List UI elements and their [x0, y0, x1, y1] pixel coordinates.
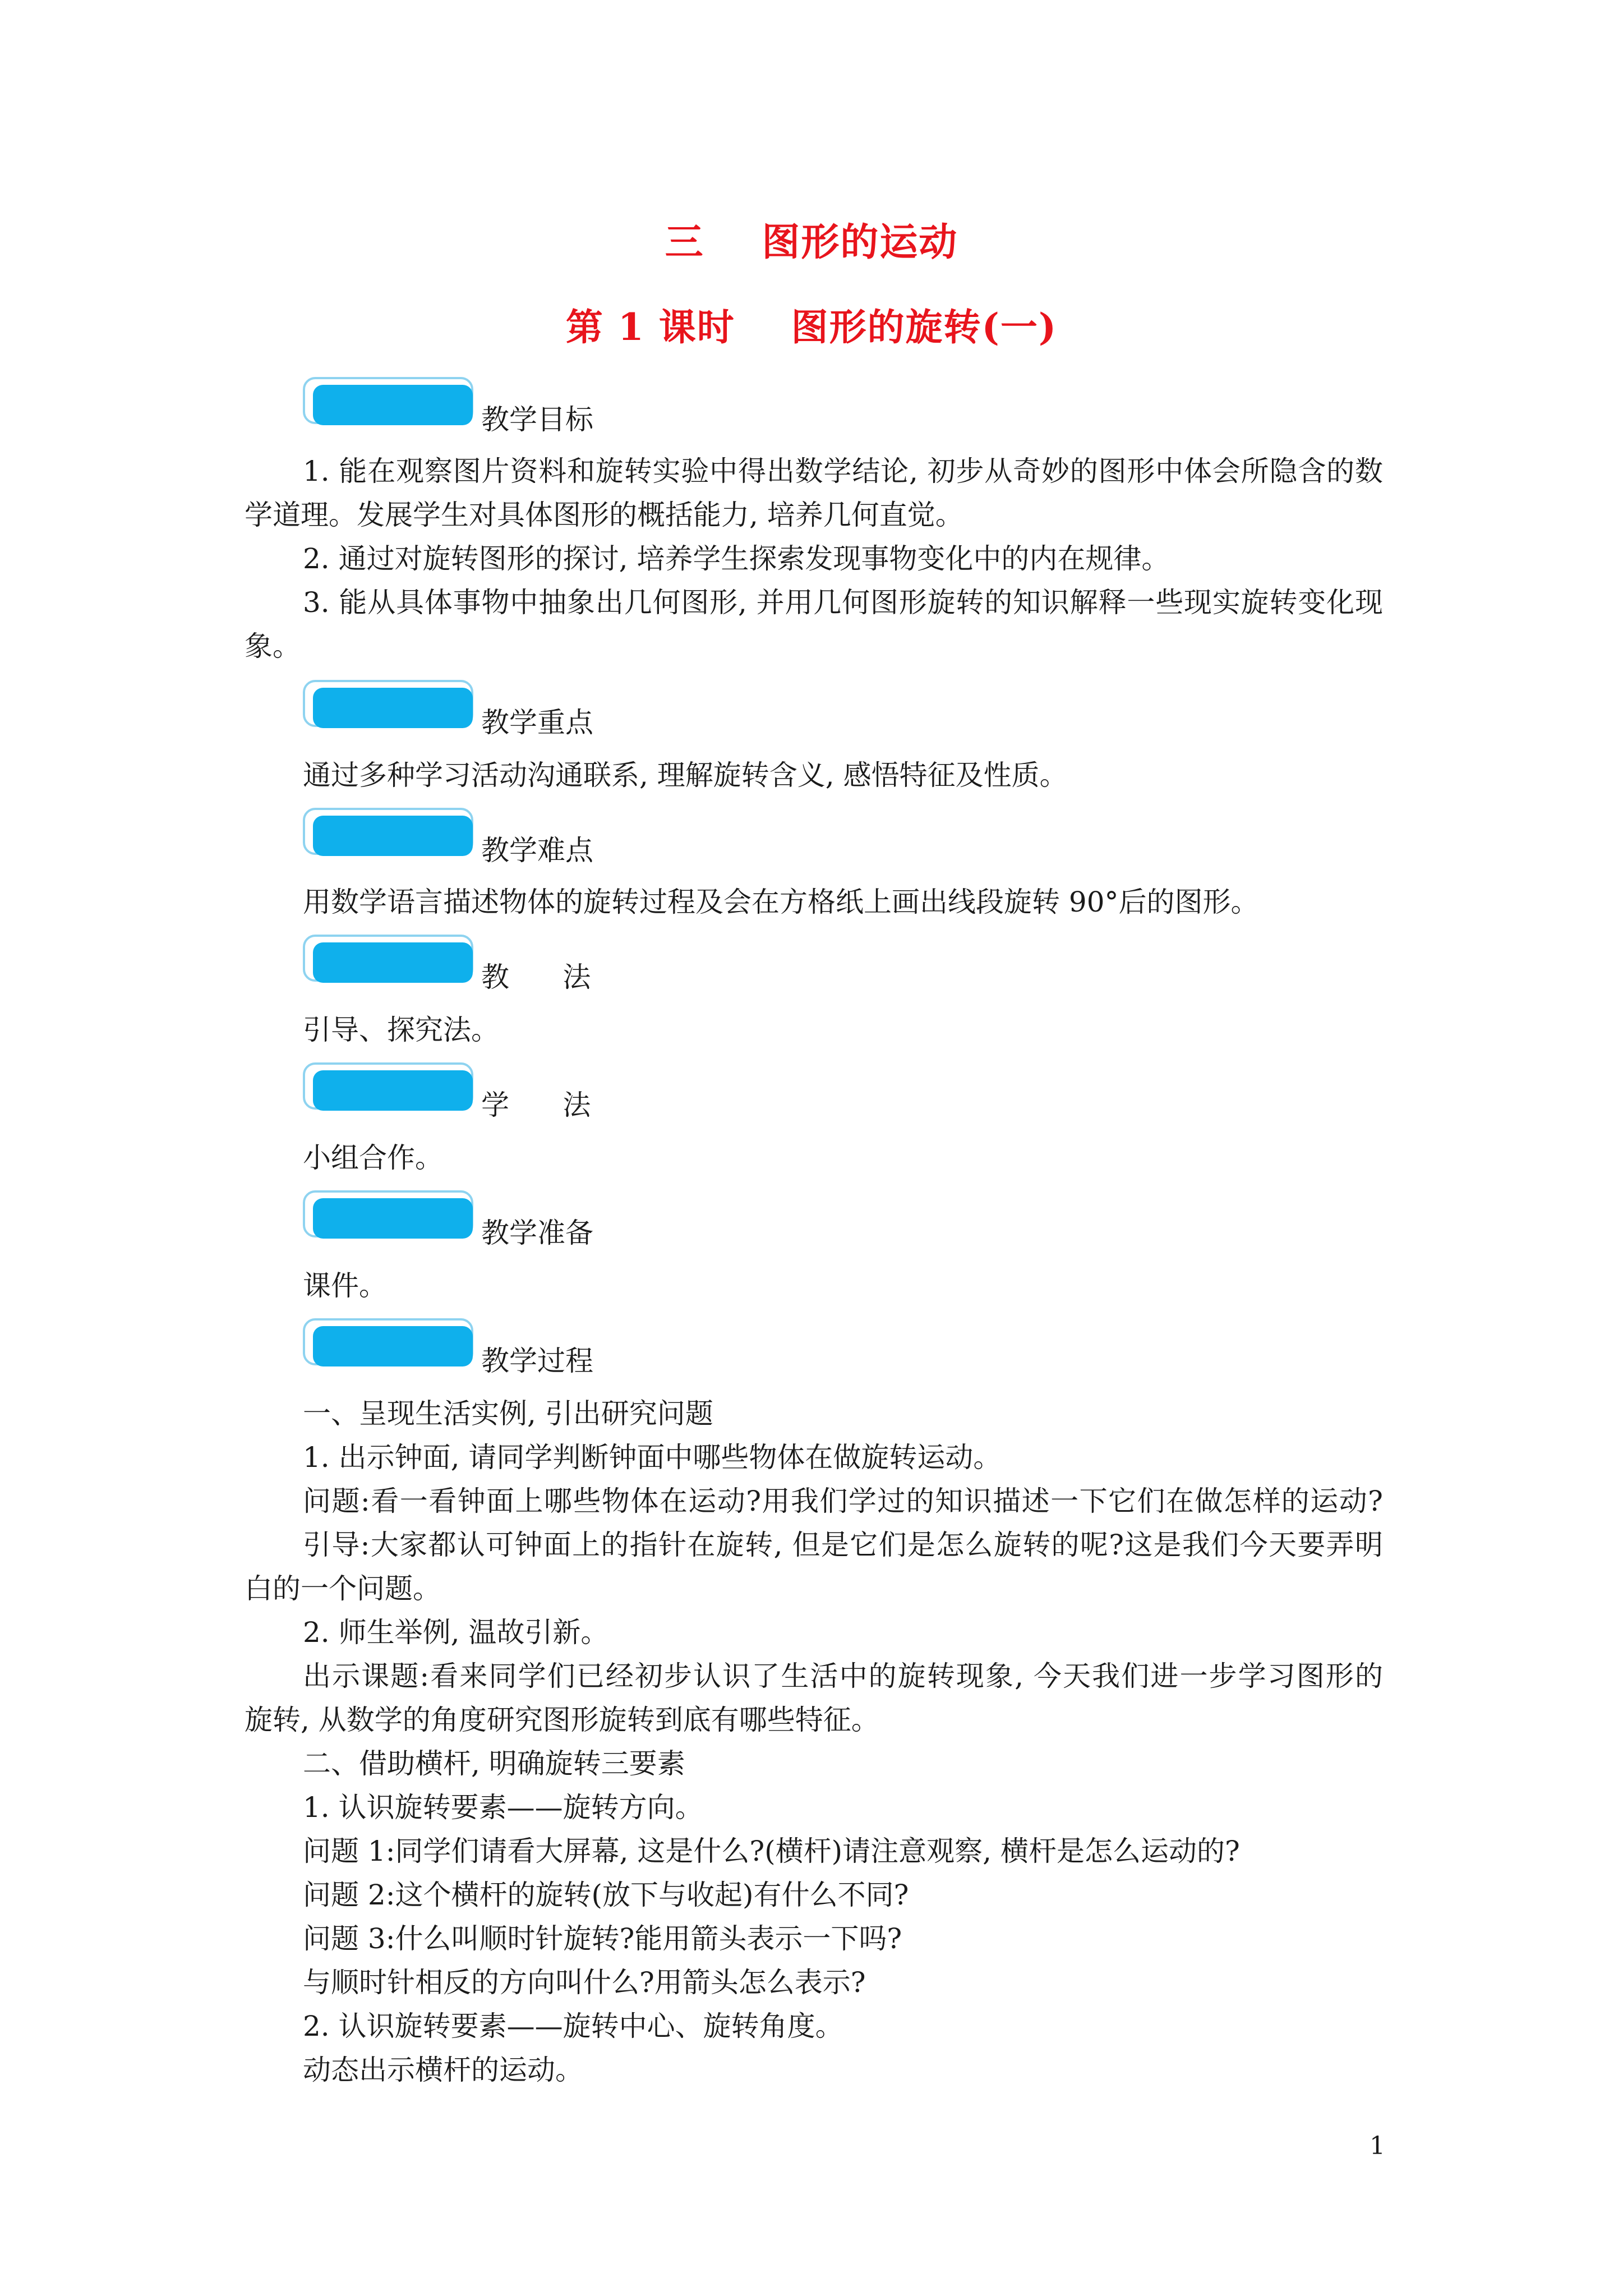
section-tag-icon [303, 808, 474, 862]
section-label-process: 教学过程 [481, 1345, 593, 1377]
page-number: 1 [1370, 2132, 1385, 2160]
section-label-objectives: 教学目标 [481, 403, 593, 436]
process-line: 2. 师生举例, 温故引新。 [303, 1616, 609, 1649]
key-points-text: 通过多种学习活动沟通联系, 理解旋转含义, 感悟特征及性质。 [303, 759, 1068, 792]
section-label-preparation: 教学准备 [481, 1217, 593, 1249]
section-label-key-points: 教学重点 [481, 706, 593, 739]
process-line: 1. 出示钟面, 请同学判断钟面中哪些物体在做旋转运动。 [303, 1441, 1002, 1474]
objective-1-line1: 1. 能在观察图片资料和旋转实验中得出数学结论, 初步从奇妙的图形中体会所隐含的数 [303, 455, 1383, 487]
process-line: 与顺时针相反的方向叫什么?用箭头怎么表示? [303, 1966, 866, 1999]
difficulties-text: 用数学语言描述物体的旋转过程及会在方格纸上画出线段旋转 90°后的图形。 [303, 886, 1259, 918]
section-tag-icon [303, 377, 474, 431]
process-heading-1: 一、呈现生活实例, 引出研究问题 [303, 1397, 713, 1430]
process-line: 白的一个问题。 [245, 1572, 441, 1605]
objective-3-line2: 象。 [245, 630, 301, 662]
section-tag-icon [303, 1062, 474, 1116]
process-line: 2. 认识旋转要素——旋转中心、旋转角度。 [303, 2010, 843, 2042]
section-tag-icon [303, 1190, 474, 1244]
objective-2: 2. 通过对旋转图形的探讨, 培养学生探索发现事物变化中的内在规律。 [303, 542, 1170, 575]
preparation-text: 课件。 [303, 1269, 387, 1302]
section-tag-icon [303, 680, 474, 734]
section-tag-icon [303, 1318, 474, 1372]
process-line: 问题 2:这个横杆的旋转(放下与收起)有什么不同? [303, 1879, 909, 1911]
process-line: 问题 1:同学们请看大屏幕, 这是什么?(横杆)请注意观察, 横杆是怎么运动的? [303, 1835, 1240, 1867]
section-label-teaching-method: 教 法 [481, 961, 591, 993]
process-line: 1. 认识旋转要素——旋转方向。 [303, 1791, 703, 1824]
objective-1-line2: 学道理。发展学生对具体图形的概括能力, 培养几何直觉。 [245, 499, 963, 531]
process-line: 旋转, 从数学的角度研究图形旋转到底有哪些特征。 [245, 1704, 879, 1736]
section-label-difficulties: 教学难点 [481, 834, 593, 867]
objective-3-line1: 3. 能从具体事物中抽象出几何图形, 并用几何图形旋转的知识解释一些现实旋转变化现 [303, 586, 1383, 619]
process-heading-2: 二、借助横杆, 明确旋转三要素 [303, 1747, 685, 1780]
section-tag-icon [303, 935, 474, 988]
section-label-learning-method: 学 法 [481, 1089, 591, 1121]
process-line: 动态出示横杆的运动。 [303, 2054, 583, 2086]
process-line: 问题:看一看钟面上哪些物体在运动?用我们学过的知识描述一下它们在做怎样的运动? [303, 1485, 1383, 1517]
process-line: 出示课题:看来同学们已经初步认识了生活中的旋转现象, 今天我们进一步学习图形的 [303, 1660, 1383, 1692]
lesson-title: 第 1 课时 图形的旋转(一) [565, 305, 1058, 349]
chapter-title: 三 图形的运动 [665, 220, 958, 265]
learning-method-text: 小组合作。 [303, 1142, 443, 1174]
process-line: 引导:大家都认可钟面上的指针在旋转, 但是它们是怎么旋转的呢?这是我们今天要弄明 [303, 1529, 1383, 1561]
teaching-method-text: 引导、探究法。 [303, 1014, 499, 1046]
process-line: 问题 3:什么叫顺时针旋转?能用箭头表示一下吗? [303, 1922, 902, 1955]
